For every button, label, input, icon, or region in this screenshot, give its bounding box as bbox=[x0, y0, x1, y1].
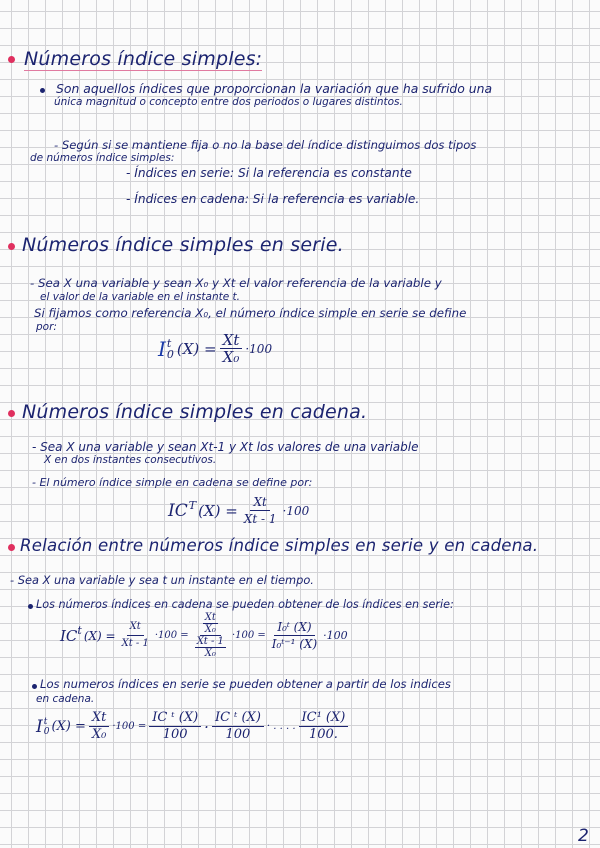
formula-numerator: IC ᵗ (X) bbox=[212, 710, 264, 727]
section-bullet bbox=[8, 56, 15, 63]
formula-tail: ·100 bbox=[323, 629, 348, 642]
formula-ellipsis: · . . . . bbox=[266, 721, 296, 732]
formula-superscript: t bbox=[77, 624, 82, 637]
section-bullet bbox=[8, 544, 15, 551]
paragraph-line: - Según si se mantiene fija o no la base del índice distinguimos dos tipos bbox=[54, 138, 477, 152]
section-title: Relación entre números índice simples en serie y en cadena. bbox=[20, 536, 539, 555]
section-bullet bbox=[8, 410, 15, 417]
formula-numerator: Xt bbox=[89, 710, 109, 727]
paragraph-line: Los numeros índices en serie se pueden obtener a partir de los indices bbox=[40, 677, 451, 691]
formula-arg: (X) = bbox=[198, 501, 238, 520]
paragraph-line: - El número índice simple en cadena se define por: bbox=[32, 476, 313, 489]
formula-subscript: 0 bbox=[166, 347, 174, 361]
formula-numerator: Xt bbox=[127, 619, 144, 636]
paragraph-line: de números índice simples: bbox=[30, 152, 175, 164]
formula-denominator: X₀ bbox=[91, 727, 107, 742]
formula-denominator: Xt - 1 bbox=[243, 512, 277, 526]
formula-superscript: t bbox=[166, 336, 172, 350]
formula-numerator: I₀ᵗ (X) bbox=[274, 619, 314, 636]
formula-operator: · bbox=[204, 717, 209, 736]
list-bullet bbox=[32, 684, 37, 689]
formula-chain-from-series bbox=[60, 612, 348, 659]
formula-superscript: t bbox=[43, 716, 48, 727]
formula-numerator: IC¹ (X) bbox=[299, 710, 349, 727]
formula-operator: ·100 = bbox=[231, 630, 266, 641]
formula-superscript: T bbox=[188, 499, 197, 512]
formula-denominator: Xt - 1 bbox=[121, 638, 149, 649]
section-title: Números índice simples en serie. bbox=[22, 234, 344, 256]
paragraph-line: - Sea X una variable y sean X₀ y Xt el valor referencia de la variable y bbox=[30, 276, 442, 290]
list-item: - Índices en cadena: Si la referencia es variable. bbox=[126, 192, 420, 206]
paragraph-line: el valor de la variable en el instante t. bbox=[40, 291, 240, 303]
section-title: Números índice simples: bbox=[24, 48, 263, 70]
paragraph-line: en cadena. bbox=[36, 693, 95, 705]
formula-denominator: X₀ bbox=[222, 348, 240, 366]
paragraph-line: por: bbox=[36, 321, 57, 333]
formula-arg: (X) = bbox=[83, 628, 116, 643]
formula-nested-numerator: Xt bbox=[204, 612, 216, 623]
formula-numerator: Xt bbox=[220, 332, 243, 349]
formula-denominator: 100 bbox=[225, 727, 251, 742]
formula-chain-index bbox=[168, 494, 309, 527]
list-bullet bbox=[40, 88, 45, 93]
paragraph-line: - Sea X una variable y sean Xt-1 y Xt los valores de una variable bbox=[32, 440, 419, 454]
formula-series-index bbox=[158, 332, 272, 365]
formula-symbol: I bbox=[158, 336, 166, 361]
list-item: - Índices en serie: Si la referencia es constante bbox=[126, 166, 412, 180]
formula-operator: ·100 = bbox=[154, 630, 189, 641]
formula-arg: (X) = bbox=[51, 719, 86, 734]
list-bullet bbox=[28, 604, 33, 609]
paragraph-line: Son aquellos índices que proporcionan la variación que ha sufrido una bbox=[56, 81, 493, 96]
paragraph-line: Los números índices en cadena se pueden obtener de los índices en serie: bbox=[36, 598, 454, 611]
page-number: 2 bbox=[578, 826, 589, 846]
formula-series-from-chain bbox=[36, 710, 351, 743]
formula-denominator: I₀ᵗ⁻¹ (X) bbox=[271, 637, 318, 651]
formula-nested-denominator: X₀ bbox=[204, 624, 216, 635]
paragraph-line: - Sea X una variable y sea t un instante en el tiempo. bbox=[10, 573, 314, 587]
formula-denominator: 100. bbox=[308, 727, 338, 742]
formula-operator: ·100 = bbox=[112, 721, 147, 732]
formula-symbol: IC bbox=[168, 500, 188, 521]
formula-symbol: IC bbox=[60, 626, 78, 645]
formula-nested-denominator: X₀ bbox=[204, 648, 216, 659]
paragraph-line: Si fijamos como referencia X₀, el número índice simple en serie se define bbox=[34, 306, 467, 320]
paragraph-line: X en dos instantes consecutivos. bbox=[44, 454, 217, 466]
formula-tail: ·100 bbox=[282, 503, 310, 518]
formula-denominator: 100 bbox=[162, 727, 188, 742]
formula-arg: (X) = bbox=[176, 339, 217, 358]
paragraph-line: única magnitud o concepto entre dos periodos o lugares distintos. bbox=[54, 96, 403, 108]
section-bullet bbox=[8, 243, 15, 250]
formula-nested-numerator: Xt - 1 bbox=[196, 636, 224, 647]
formula-subscript: 0 bbox=[43, 726, 50, 737]
formula-numerator: IC ᵗ (X) bbox=[149, 710, 201, 727]
section-title: Números índice simples en cadena. bbox=[22, 401, 368, 423]
formula-tail: ·100 bbox=[245, 341, 273, 356]
formula-symbol: I bbox=[36, 716, 43, 737]
formula-numerator: Xt bbox=[250, 494, 269, 511]
